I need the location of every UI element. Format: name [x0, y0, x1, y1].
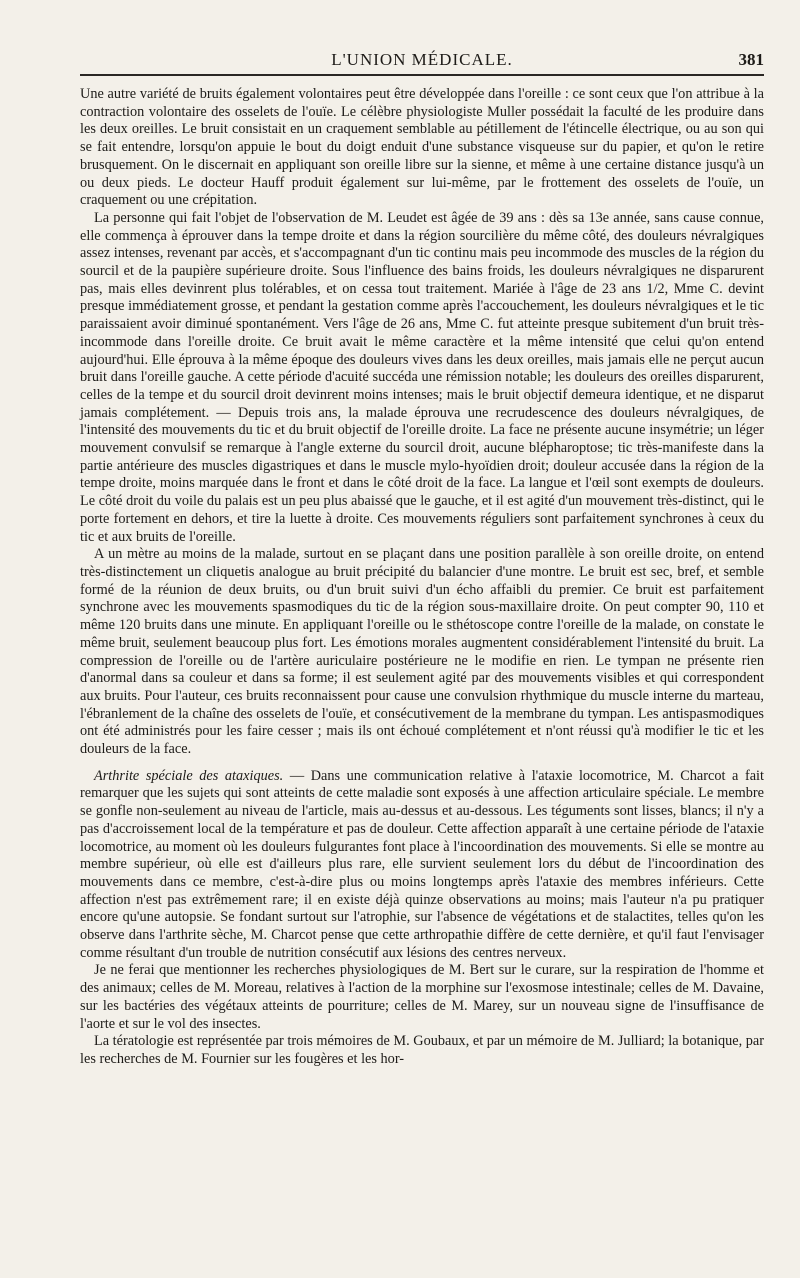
section-heading: Arthrite spéciale des ataxiques. [94, 767, 284, 784]
body-text [80, 86, 764, 1069]
paragraph-3: A un mètre au moins de la malade, surtout en se plaçant dans une position parallèle à son oreille droite, on entend très-distinctement un cliquetis analogue au bruit précipité du balancier d'une montre. Le bruit est sec, bref, et semble formé de la réunion de deux bruits, ou d'un bruit suivi d'un écho affaibli du premier. Ce bruit est parfaitement synchrone avec les mouvements spasmodiques du tic de la région sous-maxillaire droite. On peut compter 90, 110 et même 120 bruits dans une minute. En appliquant l'oreille ou le sthétoscope contre l'oreille de la malade, on constate le même bruit, seulement beaucoup plus fort. Les émotions morales augmentent considérablement l'intensité du bruit. La compression de l'oreille ou de l'artère auriculaire postérieure ne le modifie en rien. Le tympan ne présente rien d'anormal dans sa couleur et dans sa forme; il est seulement agité par des mouvements visibles et qui correspondent aux bruits. Pour l'auteur, ces bruits reconnaissent pour cause une convulsion rhythmique du muscle interne du marteau, l'ébranlement de la chaîne des osselets de l'ouïe, et consécutivement de la membrane du tympan. Les antispasmodiques ont été administrés pour les faire cesser ; mais ils ont échoué complétement et n'ont réussi qu'à modifier le tic et les douleurs de la face. [80, 546, 764, 758]
paragraph-6: La tératologie est représentée par trois mémoires de M. Goubaux, et par un mémoire de M. Julliard; la botanique, par les recherches de M. Fournier sur les fougères et les hor- [80, 1033, 764, 1067]
page-header [80, 46, 764, 76]
paragraph-1: Une autre variété de bruits également volontaires peut être développée dans l'oreille : ce sont ceux que l'on attribue à la contraction volontaire des osselets de l'ouïe. Le célèbre physiologiste Muller possédait la faculté de les produire dans les deux oreilles. Le bruit consistait en un craquement semblable au pétillement de l'étincelle électrique, ou au son qui se fait entendre, lorsqu'on appuie le bout du doigt enduit d'une substance visqueuse sur du papier, et qu'on le retire brusquement. On le discernait en appliquant son oreille libre sur la sienne, et même à une certaine distance jusqu'à un ou deux pieds. Le docteur Hauff produit également sur lui-même, par le frottement des osselets de l'ouïe, un craquement ou une crépitation. [80, 86, 764, 209]
paragraph-2: La personne qui fait l'objet de l'observation de M. Leudet est âgée de 39 ans : dès sa 13e année, sans cause connue, elle commença à éprouver dans la tempe droite et dans la région sourcilière du même côté, des douleurs névralgiques assez intenses, revenant par accès, et s'accompagnant d'un tic continu mais peu incommode des muscles de la région du sourcil et de la paupière supérieure droite. Sous l'influence des bains froids, les douleurs névralgiques ne disparurent pas, mais elles devinrent plus tolérables, et on cessa tout traitement. Mariée à l'âge de 23 ans 1/2, Mme C. devint presque immédiatement grosse, et pendant la gestation comme après l'accouchement, les douleurs névralgiques et le tic paraissaient avoir diminué spontanément. Vers l'âge de 26 ans, Mme C. fut atteinte presque subitement d'un bruit très-incommode dans l'oreille droite. Ce bruit avait le même caractère et la même intensité que celui qu'on entend aujourd'hui. Elle éprouva à la même époque des douleurs vives dans les deux oreilles, mais jamais elle ne perçut aucun bruit dans l'oreille gauche. A cette période d'acuité succéda une rémission notable; les douleurs des oreilles disparurent, celles de la tempe et du sourcil droit devinrent moins intenses; mais le bruit objectif demeura identique, et ne disparut jamais complétement. — Depuis trois ans, la malade éprouva une recrudescence des douleurs névralgiques, de l'intensité des mouvements du tic et du bruit objectif de l'oreille droite. La face ne présente aucune insymétrie; un léger mouvement convulsif se remarque à l'angle externe du sourcil droit, aucune blépharoptose; tic très-manifeste dans la partie antérieure des muscles digastriques et dans le muscle mylo-hyoïdien droit; douleur accusée dans la région de la tempe droite, moins marquée dans le front et dans le côté droit de la face. La langue et l'œil sont exempts de douleurs. Le côté droit du voile du palais est un peu plus abaissé que le gauche, et il est agité d'un mouvement très-distinct, qui le porte fortement en dehors, et tire la luette à droite. Ces mouvements réguliers sont parfaitement synchrones à ceux du tic et aux bruits de l'oreille. [80, 209, 764, 545]
paragraph-5: Je ne ferai que mentionner les recherches physiologiques de M. Bert sur le curare, sur la respiration de l'homme et des animaux; celles de M. Moreau, relatives à l'action de la morphine sur l'exosmose intestinale; celles de M. Davaine, sur les bactéries des végétaux atteints de pourriture; celles de M. Marey, sur un nouveau signe de l'insuffisance de l'aorte et sur le vol des insectes. [80, 962, 764, 1032]
page-number: 381 [738, 50, 764, 69]
paragraph-4 [80, 768, 764, 963]
running-title: L'UNION MÉDICALE. [331, 50, 513, 69]
paragraph-4-text: — Dans une communication relative à l'ataxie locomotrice, M. Charcot a fait remarquer que les sujets qui sont atteints de cette maladie sont exposés à une affection articulaire spéciale. Le membre se gonfle non-seulement au niveau de l'article, mais au-dessus et au-dessous. Les téguments sont lisses, blancs; il n'y a pas d'accroissement local de la température et pas de douleur. Cette affection apparaît à une certaine période de l'ataxie locomotrice, au moment où les douleurs fulgurantes font place à l'incoordination des mouvements. Si elle se montre au membre supérieur, où elle est d'ailleurs plus rare, elle survient seulement lors du début de l'incoordination des mouvements dans ce membre, c'est-à-dire plus ou moins longtemps après l'ataxie des membres inférieurs. Cette affection n'est pas extrêmement rare; il en existe déjà quinze observations au moins; mais l'auteur n'a pu pratiquer encore qu'une autopsie. Se fondant surtout sur l'atrophie, sur l'absence de végétations et de stalactites, telles qu'on les observe dans l'arthrite sèche, M. Charcot pense que cette arthropathie diffère de cette dernière, et qu'il faut l'envisager comme résultant d'un trouble de nutrition consécutif aux lésions des centres nerveux. [80, 767, 765, 961]
